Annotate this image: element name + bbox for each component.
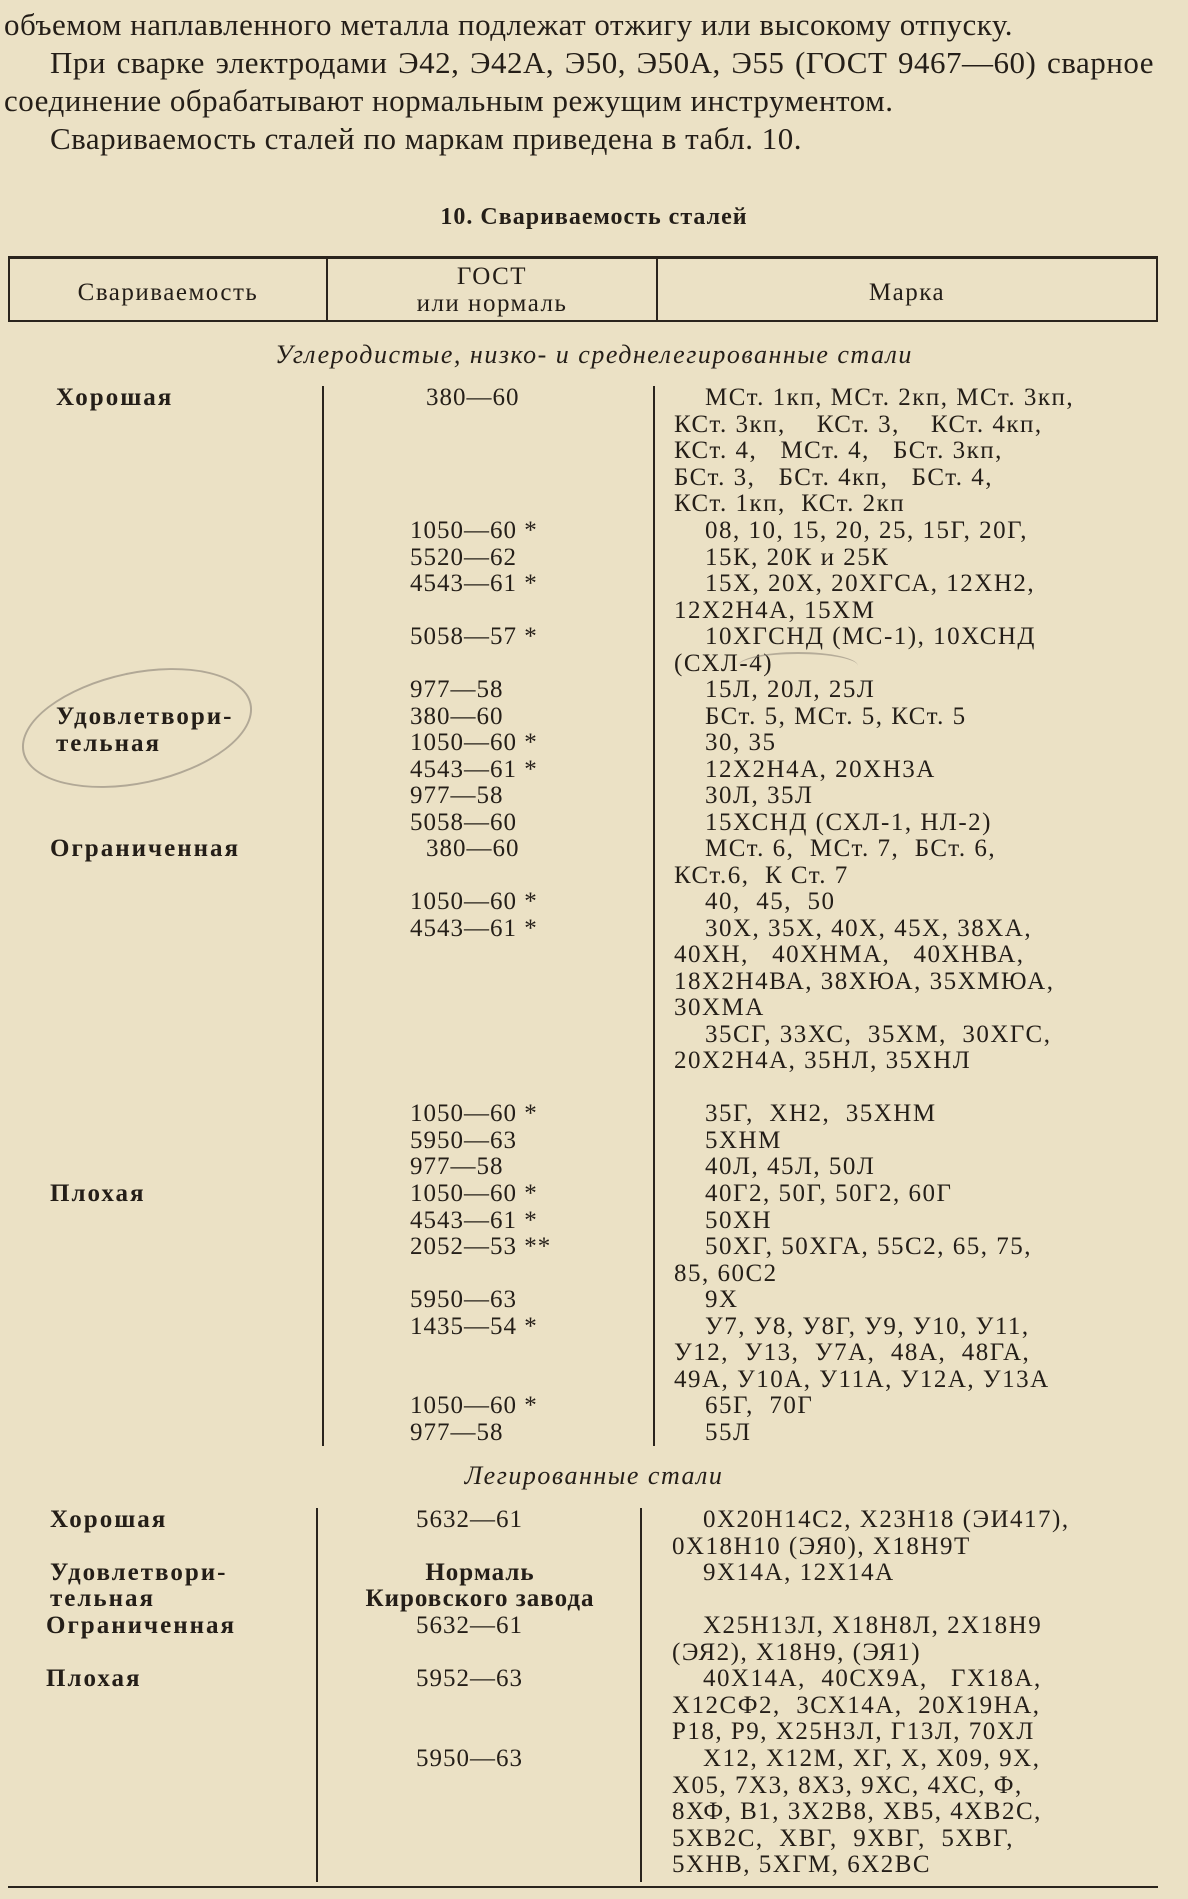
- table-cell-gost: 977—58 380—60 1050—60 * 4543—61 * 977—58 5058—60: [410, 676, 538, 836]
- table-cell-gost: 1050—60 * 5520—62 4543—61 *: [410, 517, 538, 597]
- table-cell-grade: 65Г, 70Г 55Л: [705, 1392, 814, 1446]
- table-cell-grade: 40, 45, 50 30Х, 35Х, 40Х, 45Х, 38ХА, 40ХН, 40ХНМА, 40ХНВА, 18Х2Н4ВА, 38ХЮА, 35ХМЮА, 30ХМА 35СГ, 33ХС, 35ХМ, 30ХГС, 20Х2Н4А, 35НЛ, 35ХНЛ: [674, 888, 1055, 1074]
- table-cell-gost: 5632—61: [416, 1506, 523, 1533]
- table-cell-gost: 1050—60 * 5950—63 977—58: [410, 1100, 538, 1180]
- table-cell-weldability: Удовлетвори- тельная: [56, 703, 234, 757]
- section-title-carbon-steels: Углеродистые, низко- и среднелегированные стали: [275, 340, 913, 369]
- table-cell-grade: 9Х У7, У8, У8Г, У9, У10, У11, У12, У13, У7А, 48А, 48ГА, 49А, У10А, У11А, У12А, У13А: [674, 1286, 1050, 1393]
- table-cell-gost: 1050—60 * 4543—61 * 2052—53 **: [410, 1180, 552, 1260]
- header-bottom-rule: [8, 320, 1158, 322]
- table-top-rule: [8, 256, 1158, 259]
- table-cell-weldability: Ограниченная: [46, 1612, 237, 1639]
- intro-text: [4, 6, 1154, 158]
- table-cell-gost: 380—60: [426, 384, 520, 411]
- section2-divider-2: [640, 1508, 642, 1882]
- intro-paragraph-2: При сварке электродами Э42, Э42А, Э50, Э50А, Э55 (ГОСТ 9467—60) сварное соединение обрабатывают нормальным режущим инструментом.: [4, 45, 1154, 118]
- table-cell-weldability: Ограниченная: [50, 835, 241, 862]
- table-right-border: [1156, 256, 1158, 322]
- table-cell-weldability: Удовлетвори- тельная: [50, 1559, 228, 1612]
- table-cell-grade: 08, 10, 15, 20, 25, 15Г, 20Г, 15К, 20К и 25К 15Х, 20Х, 20ХГСА, 12ХН2, 12Х2Н4А, 15ХМ: [674, 517, 1036, 624]
- table-cell-gost: 5952—63: [416, 1665, 523, 1692]
- section1-divider-2: [653, 386, 655, 1446]
- table-cell-grade: 15Л, 20Л, 25Л БСт. 5, МСт. 5, КСт. 5 30, 35 12Х2Н4А, 20ХН3А 30Л, 35Л 15ХСНД (СХЛ-1, НЛ-2): [705, 676, 992, 836]
- table-cell-grade: МСт. 1кп, МСт. 2кп, МСт. 3кп, КСт. 3кп, КСт. 3, КСт. 4кп, КСт. 4, МСт. 4, БСт. 3кп, БСт. 3, БСт. 4кп, БСт. 4, КСт. 1кп, КСт. 2кп: [674, 384, 1075, 517]
- table-cell-grade: 10ХГСНД (МС-1), 10ХСНД (СХЛ-4): [674, 623, 1036, 677]
- table-cell-weldability: Плохая: [46, 1665, 142, 1692]
- header-gost-line1: ГОСТ: [456, 263, 528, 290]
- table-cell-weldability: Плохая: [50, 1180, 146, 1207]
- table-cell-gost: 380—60: [426, 835, 520, 862]
- table-cell-gost: 5632—61: [416, 1612, 523, 1639]
- table-cell-grade: 40Г2, 50Г, 50Г2, 60Г 50ХН 50ХГ, 50ХГА, 55С2, 65, 75, 85, 60С2: [674, 1180, 1032, 1287]
- table-cell-gost: Нормаль Кировского завода: [365, 1559, 595, 1612]
- section2-divider-1: [316, 1508, 318, 1882]
- table-cell-grade: 35Г, ХН2, 35ХНМ 5ХНМ 40Л, 45Л, 50Л: [705, 1100, 937, 1180]
- table-cell-weldability: Хорошая: [50, 1506, 168, 1533]
- table-cell-grade: МСт. 6, МСт. 7, БСт. 6, КСт.6, К Ст. 7: [674, 835, 997, 889]
- table-cell-grade: Х12, Х12М, ХГ, Х, Х09, 9Х, Х05, 7Х3, 8Х3, 9ХС, 4ХС, Ф, 8ХФ, В1, 3Х2В8, ХВ5, 4ХВ2С, 5ХВ2С, ХВГ, 9ХВГ, 5ХВГ, 5ХНВ, 5ХГМ, 6Х2ВС: [672, 1745, 1042, 1878]
- table-cell-grade: 9Х14А, 12Х14А: [672, 1559, 895, 1586]
- section1-divider-1: [322, 386, 324, 1446]
- header-grade: Марка: [868, 279, 946, 306]
- intro-paragraph-3: Свариваемость сталей по маркам приведена в табл. 10.: [50, 121, 803, 156]
- table-bottom-rule: [8, 1886, 1158, 1888]
- table-cell-grade: Х25Н13Л, Х18Н8Л, 2Х18Н9 (ЭЯ2), Х18Н9, (ЭЯ1): [672, 1612, 1043, 1666]
- table-cell-weldability: Хорошая: [56, 384, 174, 411]
- header-weldability: Свариваемость: [77, 279, 259, 306]
- table-caption: 10. Свариваемость сталей: [440, 204, 748, 230]
- table-cell-gost: 5950—63: [416, 1745, 523, 1772]
- table-cell-grade: 40Х14А, 40СХ9А, ГХ18А, Х12СФ2, 3СХ14А, 20Х19НА, Р18, Р9, Х25Н3Л, Г13Л, 70ХЛ: [672, 1665, 1042, 1745]
- pencil-arc-mark: [738, 652, 858, 680]
- table-cell-gost: 5950—63 1435—54 *: [410, 1286, 538, 1340]
- section-title-alloy-steels: Легированные стали: [464, 1461, 724, 1490]
- table-cell-gost: 1050—60 * 977—58: [410, 1392, 538, 1446]
- table-cell-grade: 0Х20Н14С2, Х23Н18 (ЭИ417), 0Х18Н10 (ЭЯ0), Х18Н9Т: [672, 1506, 1070, 1560]
- table-cell-gost: 5058—57 *: [410, 623, 538, 650]
- pencil-circle-mark: [11, 649, 263, 807]
- table-cell-gost: 1050—60 * 4543—61 *: [410, 888, 538, 942]
- header-gost-line2: или нормаль: [416, 290, 568, 317]
- intro-paragraph-1: объемом наплавленного металла подлежат отжигу или высокому отпуску.: [4, 7, 1014, 42]
